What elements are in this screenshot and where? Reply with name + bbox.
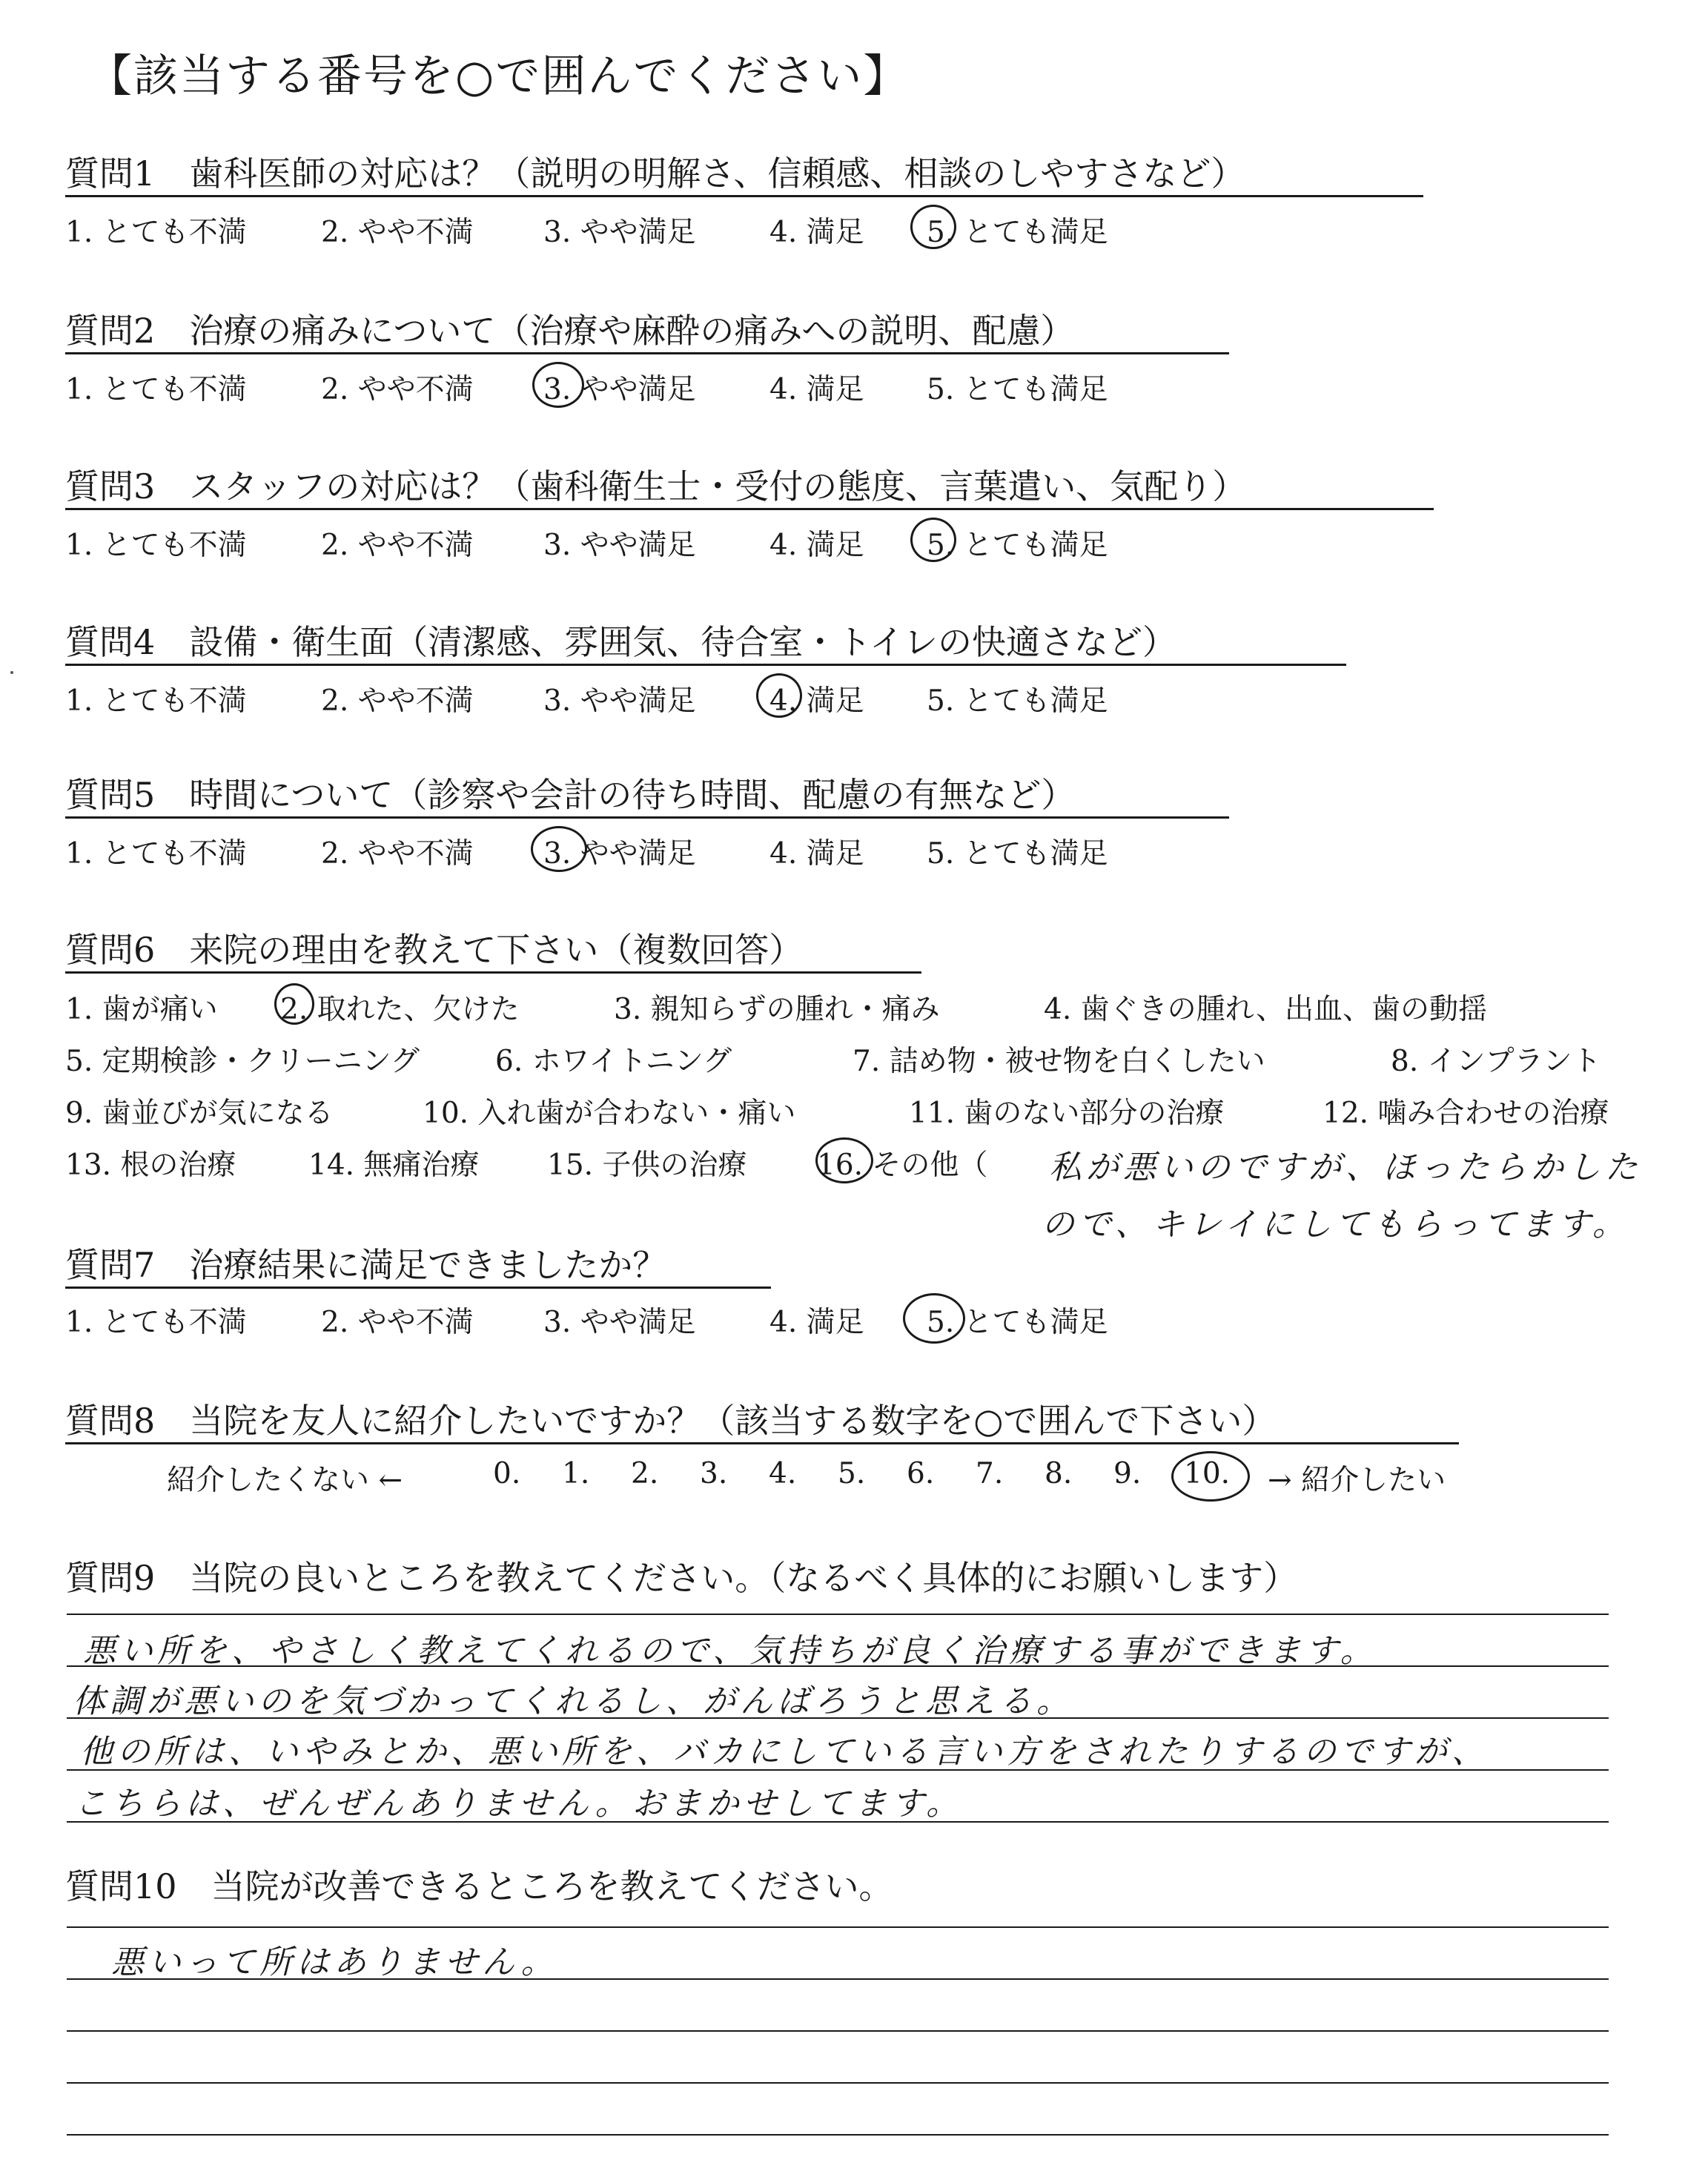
q6-option-2[interactable]: 2. 取れた、欠けた [280, 993, 520, 1026]
q1-selection-circle [910, 205, 956, 249]
q2-selection-circle [532, 362, 584, 408]
q1-option-4[interactable]: 4. 満足 [769, 216, 864, 249]
q9-ruled-line-1 [67, 1614, 1609, 1615]
question-8-heading: 質問8 当院を友人に紹介したいですか？（該当する数字を○で囲んで下さい） [65, 1401, 1277, 1441]
q3-option-1[interactable]: 1. とても不満 [65, 529, 247, 562]
question-1-underline [65, 195, 1423, 197]
q7-selection-circle [903, 1293, 965, 1344]
q8-scale-8[interactable]: 8. [1045, 1457, 1073, 1490]
q9-answer-line-3: 他の所は、いやみとか、悪い所を、バカにしている言い方をされたりするのですが、 [80, 1733, 1489, 1771]
q4-option-2[interactable]: 2. やや不満 [321, 684, 474, 718]
question-5-underline [65, 816, 1229, 819]
q6-option-6[interactable]: 6. ホワイトニング [495, 1045, 732, 1078]
q5-selection-circle [531, 826, 587, 872]
question-5-heading: 質問5 時間について（診察や会計の待ち時間、配慮の有無など） [65, 775, 1076, 815]
q6-other-handwritten-line-1: 私が悪いのですが、ほったらかした [1049, 1149, 1642, 1186]
q3-option-5[interactable]: 5. とても満足 [927, 529, 1108, 562]
q1-option-1[interactable]: 1. とても不満 [65, 216, 247, 249]
q6-selection-circle-2 [274, 983, 314, 1025]
q3-option-3[interactable]: 3. やや満足 [543, 529, 696, 562]
page-title: 【該当する番号を○で囲んでください】 [87, 50, 910, 102]
q7-option-3[interactable]: 3. やや満足 [543, 1306, 696, 1339]
q6-option-1[interactable]: 1. 歯が痛い [65, 993, 218, 1026]
q6-option-12[interactable]: 12. 噛み合わせの治療 [1323, 1097, 1609, 1130]
q9-answer-line-1: 悪い所を、やさしく教えてくれるので、気持ちが良く治療する事ができます。 [83, 1632, 1377, 1670]
q5-option-3[interactable]: 3. やや満足 [543, 837, 696, 871]
q4-option-5[interactable]: 5. とても満足 [927, 684, 1108, 718]
q6-option-8[interactable]: 8. インプラント [1391, 1045, 1601, 1078]
q1-option-2[interactable]: 2. やや不満 [321, 216, 474, 249]
q10-ruled-line-1 [67, 1926, 1609, 1928]
q8-scale-3[interactable]: 3. [700, 1457, 728, 1490]
q6-option-4[interactable]: 4. 歯ぐきの腫れ、出血、歯の動揺 [1044, 993, 1487, 1026]
q6-option-15[interactable]: 15. 子供の治療 [547, 1149, 747, 1182]
q7-option-1[interactable]: 1. とても不満 [65, 1306, 247, 1339]
q8-scale-0[interactable]: 0. [493, 1457, 521, 1490]
question-3-heading: 質問3 スタッフの対応は？（歯科衛生士・受付の態度、言葉遣い、気配り） [65, 466, 1247, 506]
q3-selection-circle [910, 518, 956, 562]
question-2-underline [65, 352, 1229, 354]
question-8-underline [65, 1442, 1459, 1444]
q10-ruled-line-4 [67, 2082, 1609, 2084]
q6-selection-circle-16 [815, 1137, 873, 1183]
q7-option-4[interactable]: 4. 満足 [769, 1306, 864, 1339]
q8-scale-1[interactable]: 1. [562, 1457, 590, 1490]
q8-scale-10[interactable]: 10. [1184, 1457, 1231, 1490]
q1-option-3[interactable]: 3. やや満足 [543, 216, 696, 249]
q8-scale-5[interactable]: 5. [838, 1457, 866, 1490]
q4-selection-circle [756, 673, 802, 718]
question-4-heading: 質問4 設備・衛生面（清潔感、雰囲気、待合室・トイレの快適さなど） [65, 622, 1176, 662]
q4-option-1[interactable]: 1. とても不満 [65, 684, 247, 718]
q10-answer-line-1: 悪いって所はありません。 [111, 1943, 558, 1981]
q6-other-handwritten-line-2: ので、キレイにしてもらってます。 [1042, 1206, 1629, 1244]
question-2-heading: 質問2 治療の痛みについて（治療や麻酔の痛みへの説明、配慮） [65, 311, 1075, 351]
q7-option-5[interactable]: 5. とても満足 [927, 1306, 1108, 1339]
q9-answer-line-2: 体調が悪いのを気づかってくれるし、がんばろうと思える。 [73, 1682, 1073, 1720]
q6-option-5[interactable]: 5. 定期検診・クリーニング [65, 1045, 420, 1078]
q2-option-3[interactable]: 3. やや満足 [543, 373, 696, 406]
q6-option-16[interactable]: 16. その他（ [817, 1149, 988, 1182]
q8-scale-4[interactable]: 4. [769, 1457, 797, 1490]
q8-left-label: 紹介したくない ← [167, 1464, 403, 1497]
question-6-underline [65, 971, 921, 974]
q3-option-4[interactable]: 4. 満足 [769, 529, 864, 562]
question-7-underline [65, 1287, 771, 1289]
question-7-heading: 質問7 治療結果に満足できましたか？ [65, 1245, 667, 1285]
question-9-heading: 質問9 当院の良いところを教えてください。（なるべく具体的にお願いします） [65, 1558, 1298, 1598]
question-6-heading: 質問6 来院の理由を教えて下さい（複数回答） [65, 930, 804, 970]
q6-option-10[interactable]: 10. 入れ歯が合わない・痛い [423, 1097, 796, 1130]
q7-option-2[interactable]: 2. やや不満 [321, 1306, 474, 1339]
q9-answer-line-4: こちらは、ぜんぜんありません。おまかせしてます。 [74, 1785, 964, 1823]
q2-option-1[interactable]: 1. とても不満 [65, 373, 247, 406]
q8-scale-7[interactable]: 7. [976, 1457, 1004, 1490]
q8-scale-2[interactable]: 2. [631, 1457, 659, 1490]
q10-ruled-line-3 [67, 2030, 1609, 2032]
q6-option-9[interactable]: 9. 歯並びが気になる [65, 1097, 334, 1130]
q6-option-14[interactable]: 14. 無痛治療 [308, 1149, 480, 1182]
q4-option-4[interactable]: 4. 満足 [769, 684, 864, 718]
question-4-underline [65, 664, 1346, 666]
q2-option-2[interactable]: 2. やや不満 [321, 373, 474, 406]
q6-option-13[interactable]: 13. 根の治療 [65, 1149, 236, 1182]
q6-option-7[interactable]: 7. 詰め物・被せ物を白くしたい [853, 1045, 1265, 1078]
question-3-underline [65, 508, 1434, 510]
q1-option-5[interactable]: 5. とても満足 [927, 216, 1108, 249]
q5-option-4[interactable]: 4. 満足 [769, 837, 864, 871]
question-1-heading: 質問1 歯科医師の対応は？（説明の明解さ、信頼感、相談のしやすさなど） [65, 153, 1245, 194]
q6-option-11[interactable]: 11. 歯のない部分の治療 [909, 1097, 1225, 1130]
q8-selection-circle [1171, 1451, 1250, 1502]
q2-option-4[interactable]: 4. 満足 [769, 373, 864, 406]
question-10-heading: 質問10 当院が改善できるところを教えてください。 [65, 1866, 893, 1906]
q5-option-2[interactable]: 2. やや不満 [321, 837, 474, 871]
scan-speck [10, 671, 13, 674]
q8-scale-6[interactable]: 6. [907, 1457, 935, 1490]
q10-ruled-line-5 [67, 2134, 1609, 2136]
q8-scale-9[interactable]: 9. [1113, 1457, 1142, 1490]
q2-option-5[interactable]: 5. とても満足 [927, 373, 1108, 406]
q6-option-3[interactable]: 3. 親知らずの腫れ・痛み [614, 993, 940, 1026]
q5-option-5[interactable]: 5. とても満足 [927, 837, 1108, 871]
q3-option-2[interactable]: 2. やや不満 [321, 529, 474, 562]
q4-option-3[interactable]: 3. やや満足 [543, 684, 696, 718]
q8-right-label: → 紹介したい [1268, 1464, 1446, 1497]
q5-option-1[interactable]: 1. とても不満 [65, 837, 247, 871]
